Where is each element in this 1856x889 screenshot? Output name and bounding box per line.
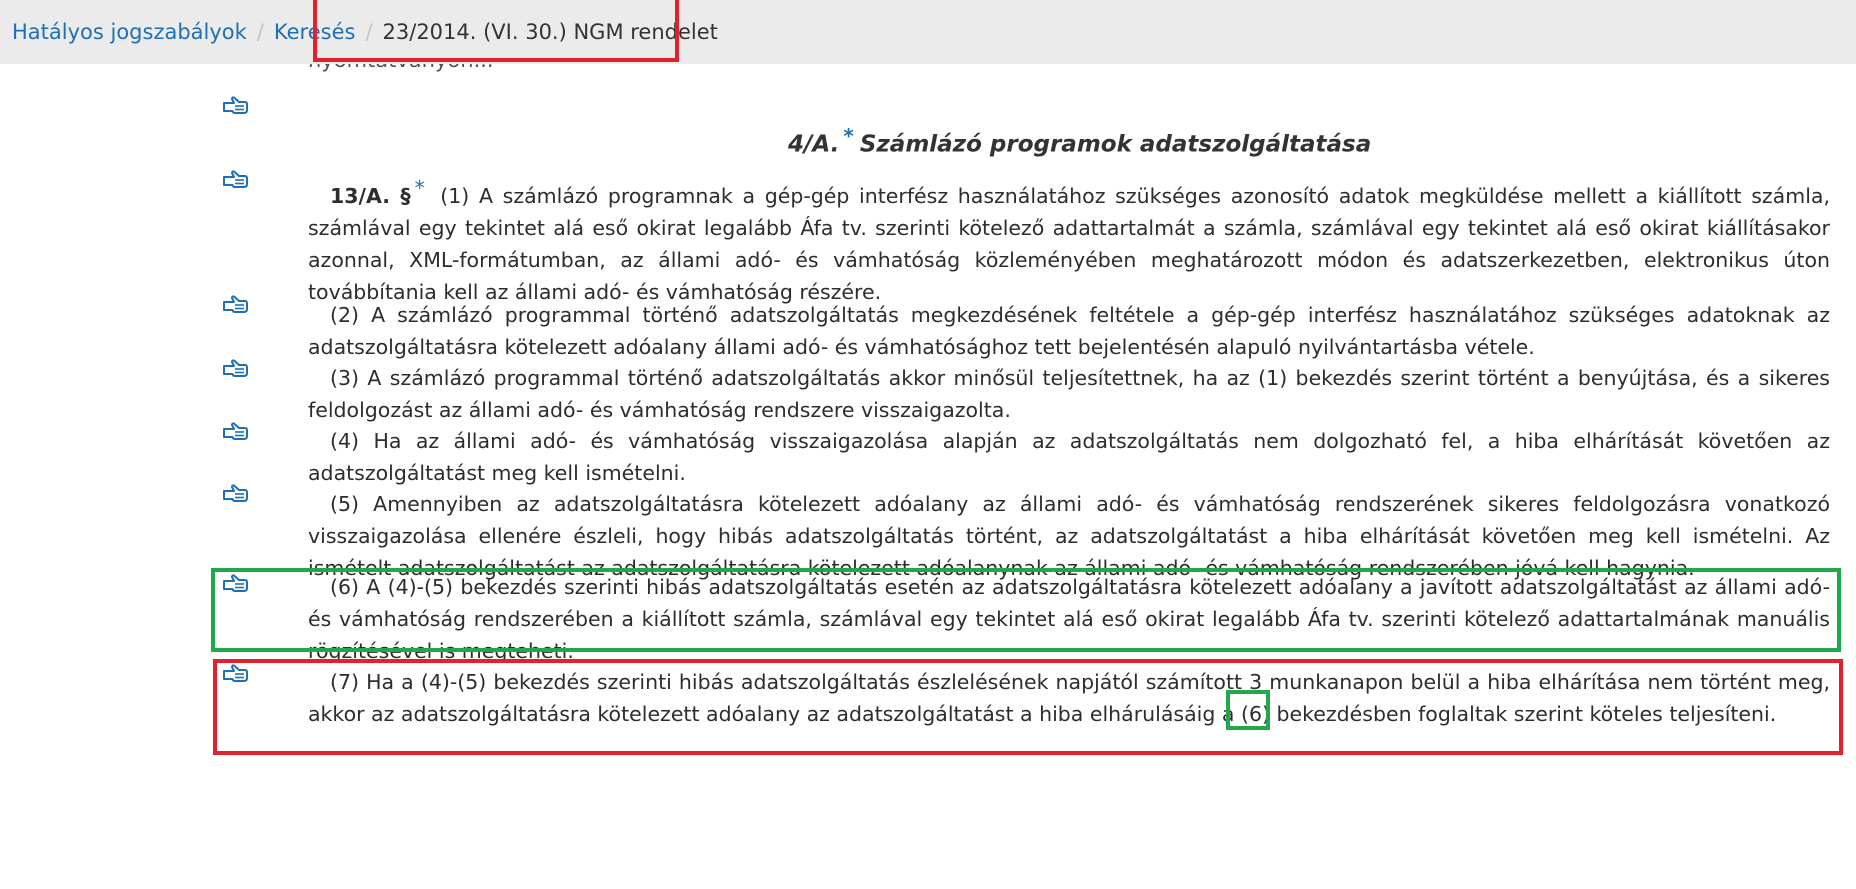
- section-number-13a: 13/A. §: [330, 183, 411, 208]
- pointing-hand-icon[interactable]: [222, 574, 250, 594]
- paragraph-reference-6: (6): [1240, 702, 1270, 726]
- breadcrumb-link-hatalyos[interactable]: Hatályos jogszabályok: [12, 20, 247, 44]
- pointing-hand-icon[interactable]: [222, 96, 250, 116]
- paragraph-text: (3) A számlázó programmal történő adatszolgáltatás akkor minősül teljesítettnek, ha az (1) bekezdés szerint történt a benyújtása, és a sikeres feldolgozást az állami adó- és vámhatóság rendszere visszaigazolta.: [308, 366, 1830, 422]
- pointing-hand-icon[interactable]: [222, 359, 250, 379]
- paragraph-text: (2) A számlázó programmal történő adatszolgáltatás megkezdésének feltétele a gép-gép interfész használatához szükséges adatoknak az adatszolgáltatásra kötelezett adóalany állami adó- és vámhatósághoz tett bejelentésén alapuló nyilvántartásba vétele.: [308, 303, 1830, 359]
- pointing-hand-icon[interactable]: [222, 484, 250, 504]
- section-heading: [788, 124, 1371, 158]
- breadcrumb: [0, 0, 1856, 64]
- amendment-star-link[interactable]: *: [414, 176, 425, 200]
- paragraph-text: (4) Ha az állami adó- és vámhatóság visszaigazolása alapján az adatszolgáltatás nem dolgozható fel, a hiba elhárítását követően az adatszolgáltatást meg kell ismételni.: [308, 429, 1830, 485]
- breadcrumb-current: 23/2014. (VI. 30.) NGM rendelet: [382, 20, 718, 44]
- paragraph-2: [308, 299, 1830, 363]
- paragraph-6: [308, 571, 1830, 667]
- pointing-hand-icon[interactable]: [222, 295, 250, 315]
- breadcrumb-separator: /: [365, 20, 373, 44]
- paragraph-7: [308, 666, 1830, 730]
- paragraph-text: (6) A (4)-(5) bekezdés szerinti hibás adatszolgáltatás esetén az adatszolgáltatásra kötelezett adóalany a javított adatszolgáltatást az állami adó- és vámhatóság rendszerében a kiállított számla, számlával egy tekintet alá eső okirat legalább Áfa tv. szerinti kötelező adattartalmának manuális rögzítésével is megteheti.: [308, 575, 1830, 663]
- paragraph-3: [308, 362, 1830, 426]
- breadcrumb-link-kereses[interactable]: Keresés: [273, 20, 356, 44]
- paragraph-text: bekezdésben foglaltak szerint köteles teljesíteni.: [1270, 702, 1777, 726]
- amendment-star-link[interactable]: *: [843, 124, 854, 148]
- paragraph-4: [308, 425, 1830, 489]
- paragraph-13a-1: [308, 172, 1830, 308]
- paragraph-5: [308, 488, 1830, 584]
- paragraph-text: (5) Amennyiben az adatszolgáltatásra kötelezett adóalany az állami adó- és vámhatóság rendszerének sikeres feldolgozásra vonatkozó visszaigazolása ellenére észleli, hogy hibás adatszolgáltatás történt, az adatszolgáltatást a hiba elhárítását követően meg kell ismételni. Az ismételt adatszolgáltatást az adatszolgáltatásra kötelezett adóalanynak az állami adó- és vámhatóság rendszerében jóvá kell hagynia.: [308, 492, 1830, 580]
- breadcrumb-separator: /: [256, 20, 264, 44]
- pointing-hand-icon[interactable]: [222, 422, 250, 442]
- paragraph-text: (1) A számlázó programnak a gép-gép interfész használatához szükséges azonosító adatok megküldése mellett a kiállított számla, számlával egy tekintet alá eső okirat legalább Áfa tv. szerinti kötelező adattartalmát a számla, számlával egy tekintet alá eső okirat kiállításakor azonnal, XML-formátumban, az állami adó- és vámhatóság közleményében meghatározott módon és adatszerkezetben, elektronikus úton továbbítania kell az állami adó- és vámhatóság részére.: [308, 183, 1830, 304]
- pointing-hand-icon[interactable]: [222, 664, 250, 684]
- section-number: 4/A.: [788, 131, 840, 158]
- section-title: Számlázó programok adatszolgáltatása: [859, 131, 1372, 158]
- paragraph-text: (7) Ha a (4)-(5) bekezdés szerinti hibás adatszolgáltatás észlelésének napjától számított 3 munkanapon belül a hiba elhárítása nem történt meg, akkor az adatszolgáltatásra kötelezett adóalany az adatszolgáltatást a hiba elhárulásáig a: [308, 670, 1830, 726]
- pointing-hand-icon[interactable]: [222, 170, 250, 190]
